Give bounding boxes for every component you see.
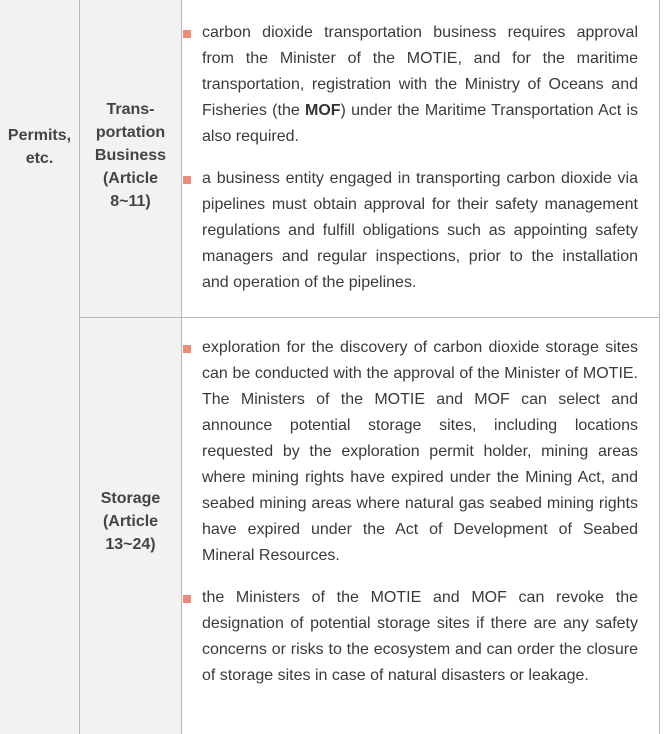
subheader-transportation bbox=[80, 0, 182, 318]
transportation-content bbox=[182, 0, 660, 318]
list-item bbox=[202, 20, 638, 150]
bullet-text: exploration for the discovery of carbon dioxide storage sites can be conducted with the approval of the Minister of MOTIE. The Ministers of the MOTIE and MOF can select and announce potential storage sites, including locations requested by the exploration permit holder, mining areas where mining rights have expired under the Mining Act, and seabed mining areas where natural gas seabed mining rights have expired under the Act of Development of Seabed Mineral Resources. bbox=[202, 339, 638, 564]
bullet-text: the Ministers of the MOTIE and MOF can revoke the designation of potential storage sites if there are any safety concerns or risks to the ecosystem and can order the closure of storage sites in case of natural disasters or leakage. bbox=[202, 589, 638, 684]
storage-header: Storage (Article 13~24) bbox=[100, 490, 161, 553]
bullet-text: carbon dioxide transportation business requires approval from the Minister of the MOTIE, and for the maritime transportation, registration with the Ministry of Oceans and Fisheries (the MOF) under the Maritime Transportation Act is also required. bbox=[202, 24, 638, 145]
bullet-square-icon bbox=[183, 30, 191, 38]
bullet-text: a business entity engaged in transporting carbon dioxide via pipelines must obtain approval for their safety management regulations and fulfill obligations such as appointing safety managers and regular inspections, prior to the installation and operation of the pipelines. bbox=[202, 170, 638, 291]
subheader-storage bbox=[80, 318, 182, 734]
storage-content bbox=[182, 318, 660, 734]
transportation-header: Trans- portation Business (Article 8~11) bbox=[94, 101, 167, 210]
list-item bbox=[202, 335, 638, 569]
category-cell bbox=[0, 0, 80, 734]
bullet-square-icon bbox=[183, 595, 191, 603]
category-header: Permits, etc. bbox=[7, 127, 72, 167]
list-item bbox=[202, 585, 638, 689]
bullet-square-icon bbox=[183, 176, 191, 184]
bullet-square-icon bbox=[183, 345, 191, 353]
list-item bbox=[202, 166, 638, 296]
